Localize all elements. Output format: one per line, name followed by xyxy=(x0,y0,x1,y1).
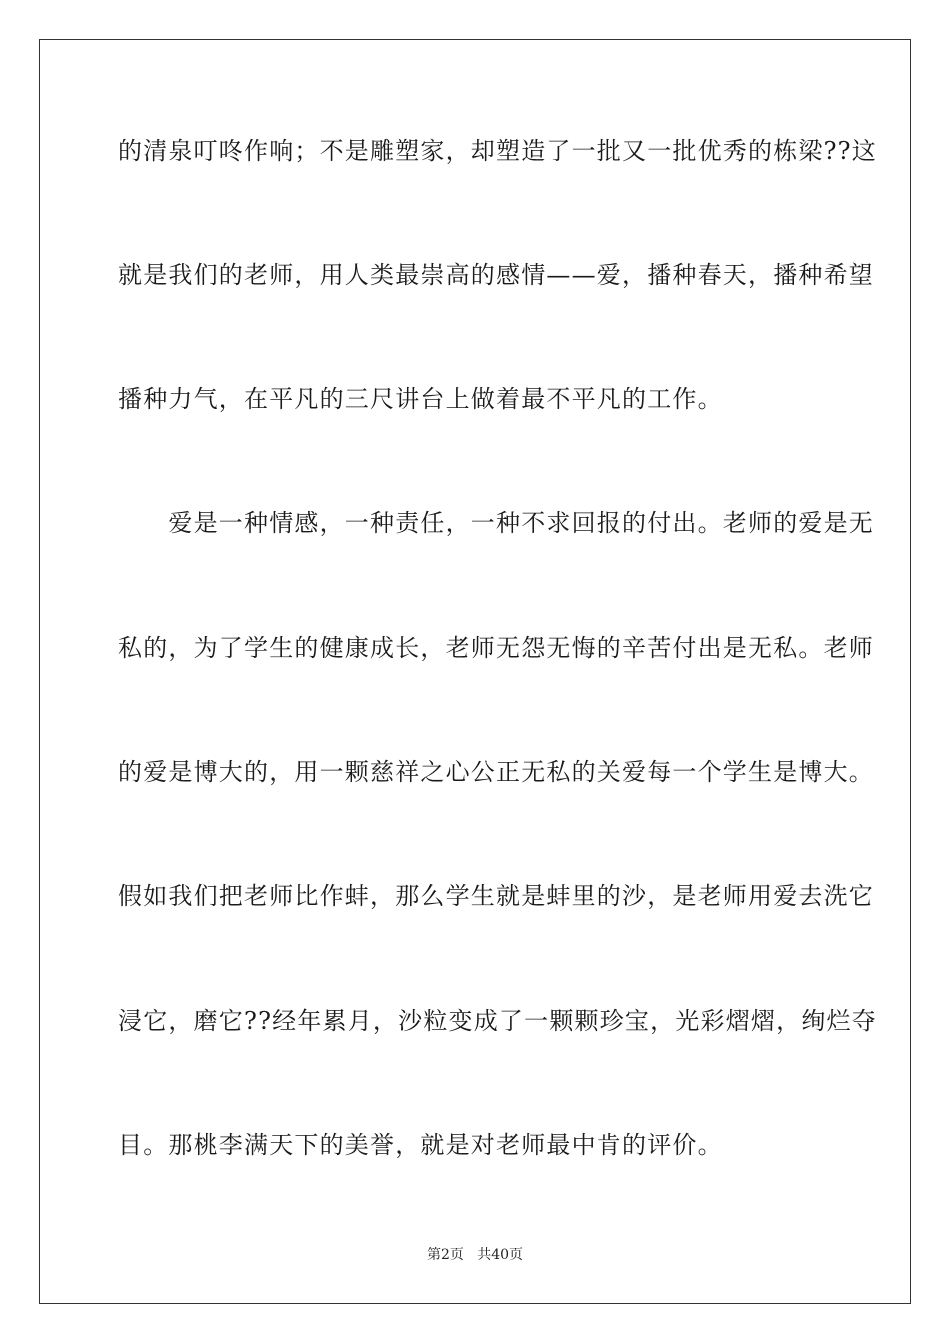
text-line: 浸它，磨它??经年累月，沙粒变成了一颗颗珍宝，光彩熠熠，绚烂夺 xyxy=(118,1007,877,1035)
text-line: 的爱是博大的，用一颗慈祥之心公正无私的关爱每一个学生是博大。 xyxy=(118,758,874,786)
text-line: 的清泉叮咚作响；不是雕塑家，却塑造了一批又一批优秀的栋梁??这 xyxy=(118,137,877,165)
page-border xyxy=(39,39,911,1304)
text-line: 目。那桃李满天下的美誉，就是对老师最中肯的评价。 xyxy=(118,1131,723,1159)
text-line: 假如我们把老师比作蚌，那么学生就是蚌里的沙，是老师用爱去洗它 xyxy=(118,882,874,910)
text-line: 私的，为了学生的健康成长，老师无怨无悔的辛苦付出是无私。老师 xyxy=(118,634,874,662)
page-number-footer: 第2页 共40页 xyxy=(426,1247,524,1263)
text-line: 播种力气，在平凡的三尺讲台上做着最不平凡的工作。 xyxy=(118,385,723,413)
text-line: 就是我们的老师，用人类最崇高的感情——爱，播种春天，播种希望 xyxy=(118,261,874,289)
text-line: 爱是一种情感，一种责任，一种不求回报的付出。老师的爱是无 xyxy=(118,509,874,537)
